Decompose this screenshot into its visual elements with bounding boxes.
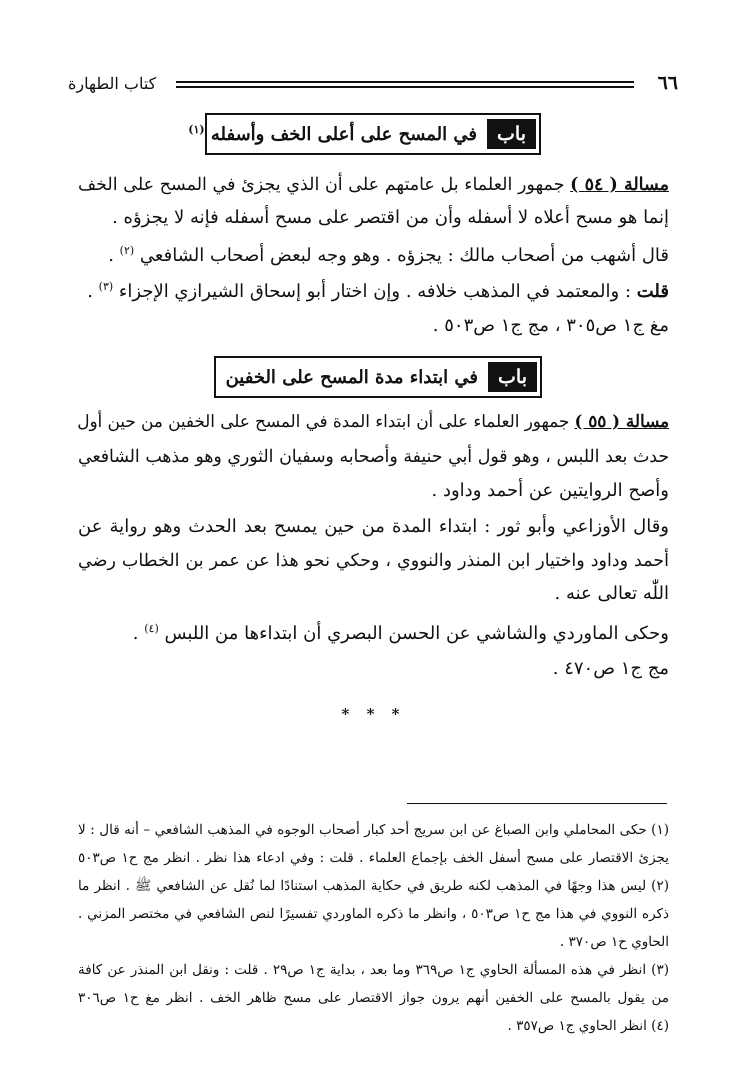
footnote-ref[interactable]: (١)	[188, 123, 205, 136]
masala-label: مسالة ( ٥٥ )	[574, 411, 669, 431]
book-title: كتاب الطهارة	[68, 74, 157, 93]
chapter-title: في ابتداء مدة المسح على الخفين	[225, 366, 479, 388]
reference-line: مغ ج١ ص٣٠٥ ، مج ج١ ص٥٠٣ .	[432, 315, 669, 336]
chapter-title: في المسح على أعلى الخف وأسفله $^{(١)}$	[188, 123, 478, 145]
header-rule	[176, 81, 634, 88]
paragraph-line: وأصح الروايتين عن أحمد وداود .	[431, 480, 669, 501]
footnote-line: من يقول بالمسح على الخفين أنهم يرون جواز الاقتصار على مسح ظاهر الخف . انظر مغ ح١ ص٣٠٦	[78, 990, 669, 1006]
footnote-line: (١) حكى المحاملي وابن الصباغ عن ابن سريج أحد كبار أصحاب الوجوه في المذهب الشافعي – أنه قال : لا	[78, 822, 669, 838]
paragraph-line: قال أشهب من أصحاب مالك : يجزؤه . وهو وجه لبعض أصحاب الشافعي $^{(٢)}$ .	[108, 244, 669, 266]
qultu-label: قلت	[636, 281, 669, 302]
footnote-line: يجزئ الاقتصار على مسح أسفل الخف بإجماع العلماء . قلت : وفي ادعاء هذا نظر . انظر مج ح١ ص٥٠٣	[78, 850, 669, 866]
footnote-ref[interactable]: (٢)	[119, 244, 135, 257]
paragraph-line: حدث بعد اللبس ، وهو قول أبي حنيفة وأصحابه وسفيان الثوري وهو مذهب الشافعي	[78, 447, 669, 467]
chapter-label: باب	[487, 119, 536, 149]
footnote-line: ذكره النووي في هذا مج ح١ ص٥٠٣ ، وانظر ما ذكره الماوردي تفسيرًا لنص الشافعي في مختصر المزني .	[78, 906, 669, 922]
footnote-ref[interactable]: (٤)	[144, 622, 159, 635]
chapter-label: باب	[488, 362, 537, 392]
paragraph-line: قلت : والمعتمد في المذهب خلافه . وإن اختار أبو إسحاق الشيرازي الإجزاء $^{(٣)}$ .	[87, 280, 669, 302]
footnote-line: (٤) انظر الحاوي ج١ ص٣٥٧ .	[507, 1018, 669, 1034]
section-separator: * * *	[341, 705, 406, 723]
footnote-rule	[407, 803, 667, 804]
paragraph-line: أحمد وداود واختيار ابن المنذر والنووي ، وحكي نحو هذا عن عمر بن الخطاب رضي	[78, 551, 669, 571]
paragraph-line: إنما هو مسح أعلاه لا أسفله وأن من اقتصر على مسح أسفله فإنه لا يجزؤه .	[112, 207, 669, 228]
chapter-heading-2	[214, 356, 542, 398]
paragraph-line: اللّٰه تعالى عنه .	[554, 583, 669, 604]
running-header	[68, 72, 678, 98]
page-number: ٦٦	[657, 72, 678, 94]
masala-label: مسالة ( ٥٤ )	[570, 175, 669, 195]
footnote-ref[interactable]: (٣)	[98, 280, 114, 293]
footnote-line: الحاوي ح١ ص٣٧٠ .	[559, 934, 669, 950]
paragraph-line: مسالة ( ٥٥ ) جمهور العلماء على أن ابتداء المدة في المسح على الخفين من حين أول	[77, 411, 669, 431]
reference-line: مج ج١ ص٤٧٠ .	[552, 658, 669, 679]
footnote-line: (٢) ليس هذا وجهًا في المذهب لكنه طريق في حكاية المذهب استنادًا لما نُقل عن الشافعي ﷺ . انظر ما	[78, 878, 669, 894]
paragraph-line: وحكى الماوردي والشاشي عن الحسن البصري أن ابتداءها من اللبس $^{(٤)}$ .	[132, 622, 669, 644]
paragraph-line: وقال الأوزاعي وأبو ثور : ابتداء المدة من حين يمسح بعد الحدث وهو رواية عن	[78, 516, 669, 537]
footnote-line: (٣) انظر في هذه المسألة الحاوي ج١ ص٣٦٩ وما بعد ، بداية ج١ ص٢٩ . قلت : ونقل ابن المنذر عن كافة	[78, 962, 669, 978]
chapter-heading-1	[188, 113, 541, 155]
paragraph-line: مسالة ( ٥٤ ) جمهور العلماء بل عامتهم على أن الذي يجزئ في المسح على الخف	[78, 175, 669, 195]
